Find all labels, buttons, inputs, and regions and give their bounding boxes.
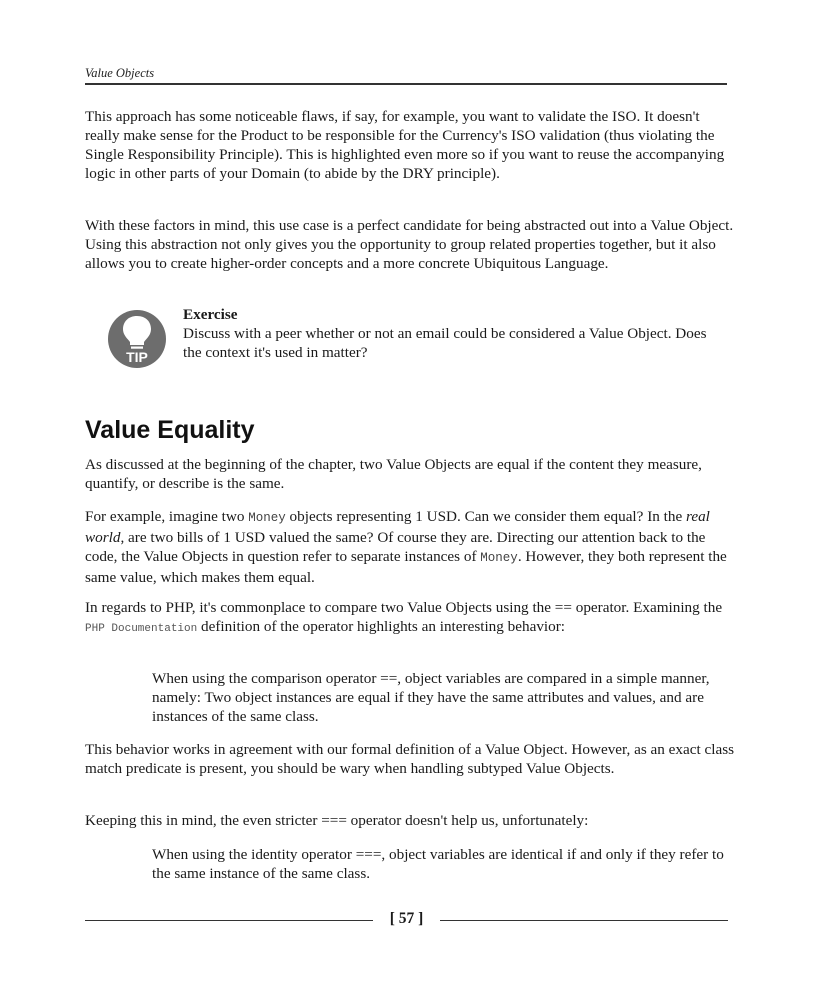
section-heading: Value Equality: [85, 416, 255, 444]
page-number: [ 57 ]: [389, 910, 424, 927]
tip-content: [183, 305, 723, 362]
paragraph-value-equality-intro: As discussed at the beginning of the chapter, two Value Objects are equal if the content they measure, quantify, or describe is the same.: [85, 456, 702, 492]
paragraph-subtyped-warning: This behavior works in agreement with our formal definition of a Value Object. However, as an exact class match predicate is present, you should be wary when handling subtyped Value Objects.: [85, 741, 735, 777]
footer-rule-left: [85, 920, 373, 921]
paragraph-money-example: For example, imagine two Money objects representing 1 USD. Can we consider them equal? In the real world, are two bills of 1 USD valued the same? Of course they are. Directing our attention back to the code, the Value Objects in question refer to separate instances of Money. However, they both represent the same value, which makes them equal.: [85, 508, 727, 586]
blockquote-comparison-operator: When using the comparison operator ==, object variables are compared in a simple manner, namely: Two object instances are equal if they have the same attributes and values, and are instances of the same class.: [152, 670, 710, 725]
svg-text:TIP: TIP: [126, 349, 148, 365]
running-header: [85, 66, 727, 85]
inline-code-php-documentation: PHP Documentation: [85, 623, 198, 635]
paragraph-php-comparison: In regards to PHP, it's commonplace to compare two Value Objects using the == operator. Examining the PHP Documentation definition of the operator highlights an interesting behavior:: [85, 599, 723, 635]
inline-code-money: Money: [248, 511, 286, 525]
tip-title: Exercise: [183, 306, 238, 323]
tip-body: Discuss with a peer whether or not an email could be considered a Value Object. Does the context it's used in matter?: [183, 325, 707, 361]
tip-callout: [108, 305, 728, 375]
emphasis-real-world: real world: [85, 508, 710, 546]
footer-rule-right: [440, 920, 728, 921]
running-header-title: Value Objects: [85, 66, 155, 80]
paragraph-identity-operator-intro: Keeping this in mind, the even stricter === operator doesn't help us, unfortunately:: [85, 812, 589, 829]
paragraph-value-object-candidate: With these factors in mind, this use case is a perfect candidate for being abstracted out into a Value Object. Using this abstraction not only gives you the opportunity to group related properties together, but it also allows you to create higher-order concepts and a more concrete Ubiquitous Language.: [85, 217, 734, 272]
lightbulb-tip-icon: [108, 310, 166, 368]
paragraph-iso-flaws: This approach has some noticeable flaws, if say, for example, you want to validate the ISO. It doesn't really make sense for the Product to be responsible for the Currency's ISO validation (thus violating the Single Responsibility Principle). This is highlighted even more so if you want to reuse the accompanying logic in other parts of your Domain (to abide by the DRY principle).: [85, 108, 725, 182]
inline-code-money: Money: [480, 551, 518, 565]
blockquote-identity-operator: When using the identity operator ===, object variables are identical if and only if they refer to the same instance of the same class.: [152, 846, 724, 882]
page-footer: [85, 910, 728, 932]
